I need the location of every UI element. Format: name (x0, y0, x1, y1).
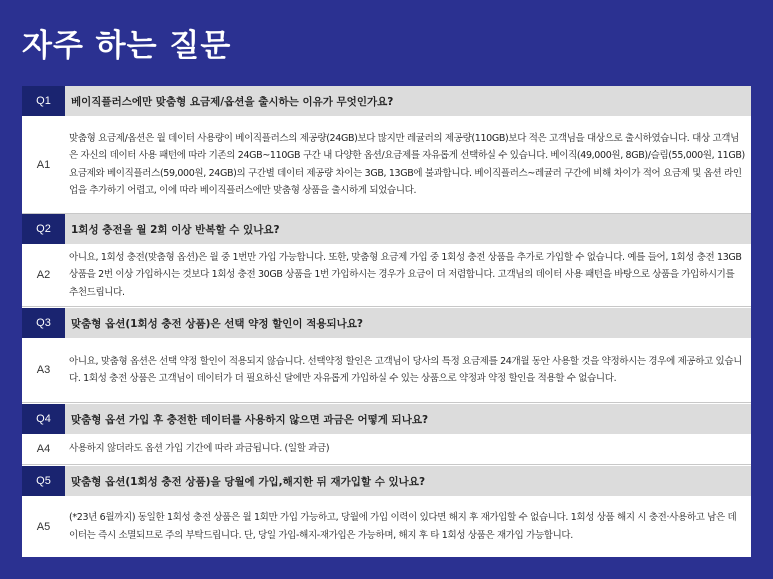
faq-answer-row (22, 338, 751, 402)
question-number: Q3 (22, 308, 65, 338)
question-number: Q4 (22, 404, 65, 434)
faq-answer-row (22, 496, 751, 557)
answer-number: A2 (22, 244, 65, 306)
faq-answer-row (22, 116, 751, 213)
faq-table (22, 86, 751, 557)
faq-question-row (22, 214, 751, 244)
answer-text: 사용하지 않더라도 옵션 가입 기간에 따라 과금됩니다. (일할 과금) (69, 443, 330, 455)
row-divider (22, 402, 751, 403)
answer-text: (*23년 6월까지) 동일한 1회성 충전 상품은 월 1회만 가입 가능하고, 당월에 가입 이력이 있다면 해지 후 재가입할 수 없습니다. 1회성 상품 해지 시 충전·사용하고 남은 데이터는 즉시 소멸되므로 주의 부탁드립니다. 단, 당일 가입-해지-재가입은 가능하며, 해지 후 타 1회성 상품은 재가입 가능합니다. (69, 512, 737, 541)
faq-question-row (22, 86, 751, 116)
answer-number: A4 (22, 434, 65, 464)
question-number: Q2 (22, 214, 65, 244)
answer-text: 아니요, 1회성 충전(맞춤형 옵션)은 월 중 1번만 가입 가능합니다. 또한, 맞춤형 요금제 가입 중 1회성 충전 상품을 추가로 가입할 수 없습니다. 예를 들어, 1회성 충전 13GB 상품을 2번 이상 가입하시는 것보다 1회성 충전 30GB 상품을 1번 가입하시는 경우가 요금이 더 저렴합니다. 고객님의 데이터 사용 패턴을 바탕으로 상품을 가입하시기를 추천드립니다. (69, 251, 742, 298)
row-divider (22, 464, 751, 465)
question-number: Q5 (22, 466, 65, 496)
question-text: 맞춤형 옵션(1회성 충전 상품)은 선택 약정 할인이 적용되나요? (65, 308, 751, 338)
faq-answer-row (22, 434, 751, 464)
row-divider (22, 213, 751, 214)
faq-question-row (22, 466, 751, 496)
question-text: 베이직플러스에만 맞춤형 요금제/옵션을 출시하는 이유가 무엇인가요? (65, 86, 751, 116)
answer-number: A3 (22, 338, 65, 402)
question-text: 맞춤형 옵션(1회성 충전 상품)을 당월에 가입,해지한 뒤 재가입할 수 있나요? (65, 466, 751, 496)
faq-answer-row (22, 244, 751, 306)
question-text: 맞춤형 옵션 가입 후 충전한 데이터를 사용하지 않으면 과금은 어떻게 되나요? (65, 404, 751, 434)
answer-number: A1 (22, 116, 65, 213)
question-number: Q1 (22, 86, 65, 116)
faq-question-row (22, 308, 751, 338)
row-divider (22, 306, 751, 307)
answer-text: 아니요, 맞춤형 옵션은 선택 약정 할인이 적용되지 않습니다. 선택약정 할인은 고객님이 당사의 특정 요금제를 24개월 동안 사용할 것을 약정하시는 경우에 제공하고 있습니다. 1회성 충전 상품은 고객님이 데이터가 더 필요하신 달에만 자유롭게 가입하실 수 있는 상품으로 약정과 약정 할인을 적용할 수 없습니다. (69, 355, 743, 384)
question-text: 1회성 충전을 월 2회 이상 반복할 수 있나요? (65, 214, 751, 244)
page-title: 자주 하는 질문 (22, 28, 232, 64)
answer-text: 맞춤형 요금제/옵션은 월 데이터 사용량이 베이직플러스의 제공량(24GB)보다 많지만 레귤러의 제공량(110GB)보다 적은 고객님을 대상으로 출시하였습니다. 대상 고객님은 자신의 데이터 사용 패턴에 따라 기존의 24GB~110GB 구간 내 다양한 옵션/요금제를 자유롭게 선택하실 수 있습니다. 베이직(49,000원, 8GB)/슬림(55,000원, 11GB) 요금제와 베이직플러스(59,000원, 24GB)의 구간별 데이터 제공량 차이는 3GB, 13GB에 불과합니다. 베이직플러스~레귤러 구간에 비해 차이가 적어 요금제 및 옵션 라인업을 추가하기 어렵고, 이에 따라 베이직플러스에만 맞춤형 상품을 출시하게 되었습니다. (69, 132, 745, 196)
faq-question-row (22, 404, 751, 434)
answer-number: A5 (22, 496, 65, 557)
